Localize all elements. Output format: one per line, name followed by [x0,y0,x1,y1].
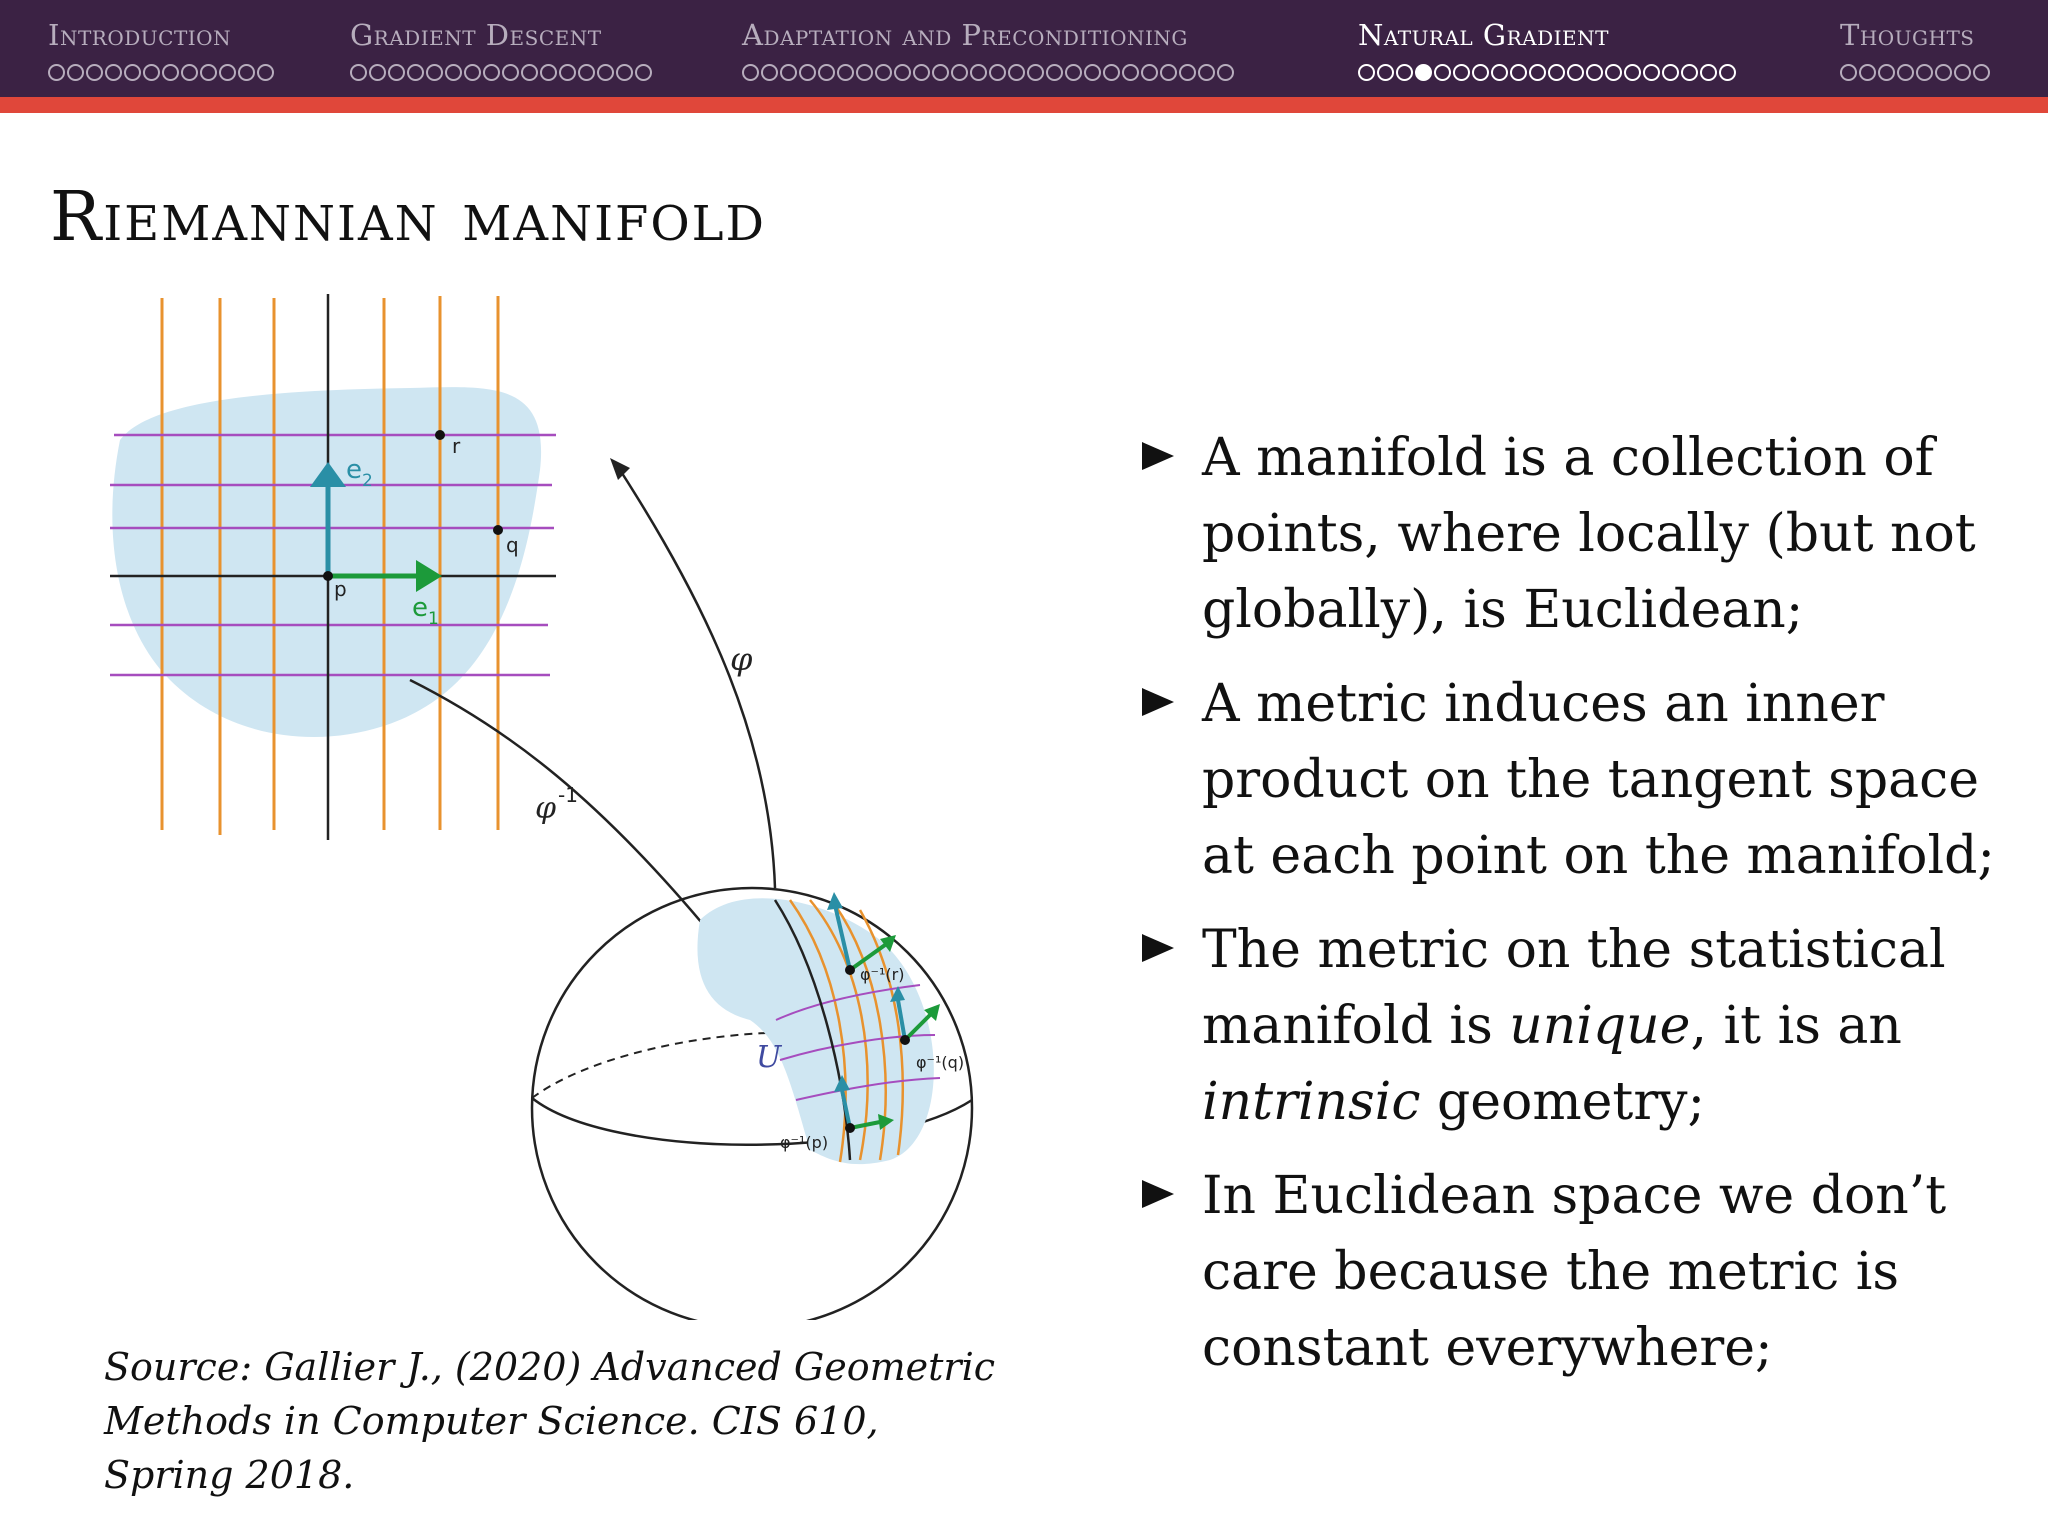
bullet-text: geometry; [1420,1072,1706,1132]
slide-dot[interactable] [1586,64,1603,81]
slide-dot[interactable] [1377,64,1394,81]
slide-dot[interactable] [426,64,443,81]
slide-dot[interactable] [1624,64,1641,81]
phi-inv-r-label: φ⁻¹(r) [860,965,905,984]
slide-dot[interactable] [1681,64,1698,81]
slide-dot[interactable] [1840,64,1857,81]
slide-dot[interactable] [1916,64,1933,81]
slide-dot[interactable] [502,64,519,81]
slide-dot[interactable] [1548,64,1565,81]
triangle-bullet-icon [1140,684,1176,720]
slide-dot[interactable] [932,64,949,81]
slide-dot[interactable] [1358,64,1375,81]
e1-label: e [412,593,428,623]
q-label: q [506,533,519,557]
slide-dot[interactable] [483,64,500,81]
nav-section-introduction[interactable] [48,18,274,98]
caption-line-2: Methods in Computer Science. CIS 610, Spring 2018. [104,1399,879,1497]
bullet-text: In Euclidean space we don’t care because the metric is constant everywhere; [1202,1166,1947,1378]
slide-dot[interactable] [1878,64,1895,81]
slide-dot[interactable] [1700,64,1717,81]
header-rule [0,97,2048,113]
nav-slide-dots [48,64,274,81]
slide-dot[interactable] [1897,64,1914,81]
slide-dot[interactable] [559,64,576,81]
slide-dot[interactable] [970,64,987,81]
r-label: r [452,434,461,458]
slide-dot[interactable] [635,64,652,81]
nav-section-gradient-descent[interactable] [350,18,652,98]
slide-dot[interactable] [1510,64,1527,81]
slide-dot[interactable] [1122,64,1139,81]
point-q [493,525,503,535]
nav-section-label[interactable]: Gradient Descent [350,18,602,52]
slide-dot[interactable] [124,64,141,81]
slide-dot[interactable] [951,64,968,81]
slide-dot[interactable] [162,64,179,81]
slide-dot[interactable] [1179,64,1196,81]
slide-dot[interactable] [521,64,538,81]
nav-section-thoughts[interactable] [1840,18,1990,98]
slide-dot[interactable] [464,64,481,81]
slide-dot[interactable] [1046,64,1063,81]
slide-dot[interactable] [1103,64,1120,81]
slide-dot[interactable] [1859,64,1876,81]
slide-dot[interactable] [540,64,557,81]
phi-map-arrow [620,470,775,888]
point-p [323,571,333,581]
slide-dot[interactable] [616,64,633,81]
slide-dot[interactable] [1160,64,1177,81]
slide-dot[interactable] [1643,64,1660,81]
nav-section-natural-gradient[interactable] [1358,18,1736,98]
slide-dot[interactable] [1973,64,1990,81]
slide-dot[interactable] [1027,64,1044,81]
slide-dot[interactable] [1529,64,1546,81]
slide-dot[interactable] [350,64,367,81]
nav-section-label[interactable]: Introduction [48,18,232,52]
nav-section-label[interactable]: Thoughts [1840,18,1975,52]
e2-label: e [346,455,362,485]
slide-dot[interactable] [597,64,614,81]
slide-dot[interactable] [1954,64,1971,81]
bullet-item [1140,912,2000,1140]
point-r [435,430,445,440]
slide-dot[interactable] [105,64,122,81]
slide-dot[interactable] [1008,64,1025,81]
p-label: p [334,577,347,601]
slide-dot[interactable] [799,64,816,81]
slide-dot[interactable] [86,64,103,81]
nav-slide-dots [350,64,652,81]
nav-slide-dots [742,64,1234,81]
slide-dot[interactable] [67,64,84,81]
bullet-item [1140,666,2000,894]
slide-dot[interactable] [1065,64,1082,81]
slide-dot[interactable] [1198,64,1215,81]
slide-dot[interactable] [257,64,274,81]
bullet-text: A manifold is a collection of points, where locally (but not globally), is Euclidean; [1202,428,1976,640]
slide-dot[interactable] [238,64,255,81]
phi-inv-q-label: φ⁻¹(q) [916,1053,965,1072]
bullet-item [1140,420,2000,648]
slide-dot[interactable] [780,64,797,81]
slide-dot[interactable] [181,64,198,81]
slide-dot[interactable] [875,64,892,81]
slide-dot[interactable] [1434,64,1451,81]
triangle-bullet-icon [1140,930,1176,966]
triangle-bullet-icon [1140,1176,1176,1212]
U-label: U [756,1040,782,1075]
svg-text:1: 1 [428,609,439,629]
slide-dot[interactable] [369,64,386,81]
slide-dot[interactable] [1141,64,1158,81]
slide-dot[interactable] [989,64,1006,81]
slide-dot[interactable] [1935,64,1952,81]
bullet-text: A metric induces an inner product on the tangent space at each point on the manifold; [1202,674,1995,886]
figure-caption [104,1340,1004,1502]
slide-dot[interactable] [219,64,236,81]
slide-dot[interactable] [761,64,778,81]
slide-dot[interactable] [445,64,462,81]
slide-dot[interactable] [913,64,930,81]
nav-section-label[interactable]: Adaptation and Preconditioning [742,18,1188,52]
slide-dot[interactable] [407,64,424,81]
slide-dot[interactable] [837,64,854,81]
slide-dot[interactable] [856,64,873,81]
phi-inv-p-label: φ⁻¹(p) [780,1133,829,1152]
bullet-text: , it is an [1690,996,1902,1056]
slide-dot[interactable] [48,64,65,81]
slide-dot[interactable] [818,64,835,81]
slide-dot[interactable] [1719,64,1736,81]
bullet-emphasis: unique [1509,996,1691,1056]
caption-line-1: Source: Gallier J., (2020) Advanced Geometric [104,1345,996,1389]
svg-text:2: 2 [362,471,373,491]
bullet-list [1140,420,2000,1404]
phi-label: φ [730,640,753,678]
slide-dot[interactable] [742,64,759,81]
nav-section-label[interactable]: Natural Gradient [1358,18,1609,52]
slide-dot[interactable] [143,64,160,81]
bullet-text: The metric on the statistical manifold is [1202,920,1946,1056]
slide-dot[interactable] [1662,64,1679,81]
bullet-emphasis: intrinsic [1202,1072,1421,1132]
nav-slide-dots [1840,64,1990,81]
phi-inverse-label: φ [535,791,557,826]
riemannian-manifold-figure [90,280,1010,1320]
slide-title: Riemannian manifold [50,178,767,257]
triangle-bullet-icon [1140,438,1176,474]
slide-dot[interactable] [578,64,595,81]
phi-inverse-map-arrow [410,680,712,935]
current-slide-dot[interactable] [1415,64,1432,81]
slide-dot[interactable] [1396,64,1413,81]
slide-dot[interactable] [1453,64,1470,81]
slide-dot[interactable] [1605,64,1622,81]
slide-dot[interactable] [1217,64,1234,81]
slide-dot[interactable] [1084,64,1101,81]
slide-dot[interactable] [1567,64,1584,81]
slide-dot[interactable] [894,64,911,81]
svg-text:-1: -1 [558,783,578,807]
nav-section-adaptation-and-preconditioning[interactable] [742,18,1234,98]
slide-dot[interactable] [388,64,405,81]
nav-slide-dots [1358,64,1736,81]
bullet-item [1140,1158,2000,1386]
slide-dot[interactable] [1491,64,1508,81]
slide-dot[interactable] [1472,64,1489,81]
slide-dot[interactable] [200,64,217,81]
